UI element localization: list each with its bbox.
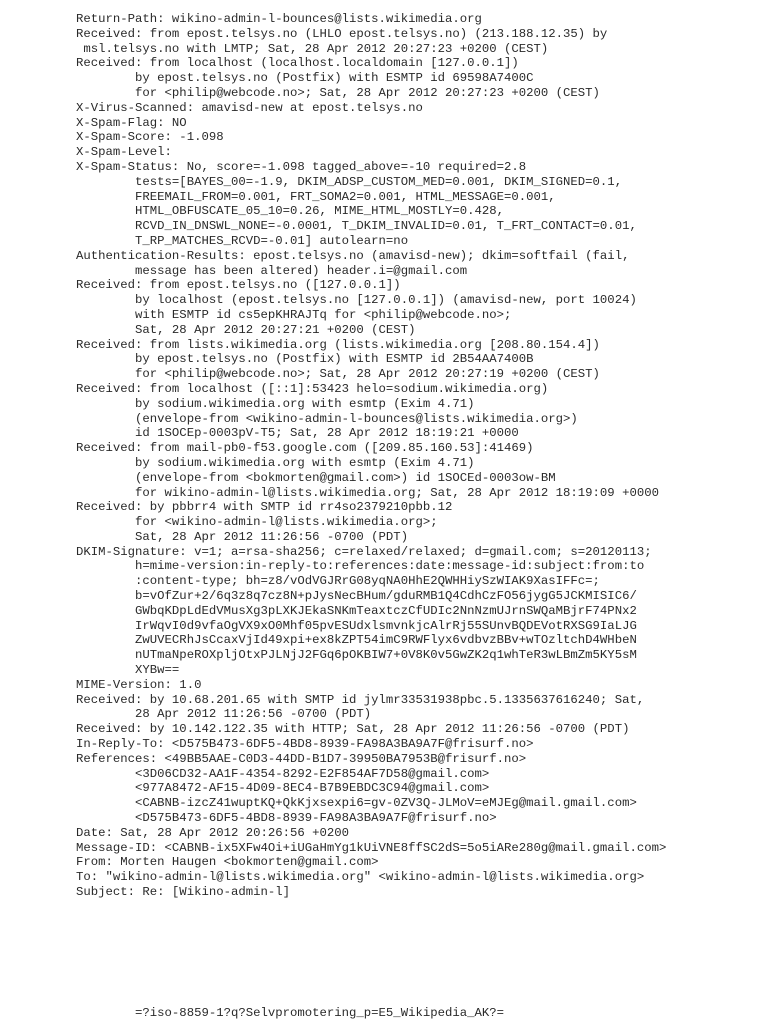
header-line: for <philip@webcode.no>; Sat, 28 Apr 2012 20:27:19 +0200 (CEST) (76, 367, 600, 382)
header-line: X-Virus-Scanned: amavisd-new at epost.telsys.no (76, 100, 423, 115)
header-line: <977A8472-AF15-4D09-8EC4-B7B9EBDC3C94@gmail.com> (76, 781, 490, 796)
header-line: id 1SOCEp-0003pV-T5; Sat, 28 Apr 2012 18:19:21 +0000 (76, 426, 519, 441)
header-line: (envelope-from <bokmorten@gmail.com>) id 1SOCEd-0003ow-BM (76, 470, 556, 485)
header-line: X-Spam-Level: (76, 145, 172, 160)
header-line: Subject: Re: [Wikino-admin-l] (76, 885, 291, 900)
header-line: by epost.telsys.no (Postfix) with ESMTP id 2B54AA7400B (76, 352, 534, 367)
header-line: (envelope-from <wikino-admin-l-bounces@lists.wikimedia.org>) (76, 411, 578, 426)
header-line: for <philip@webcode.no>; Sat, 28 Apr 2012 20:27:23 +0200 (CEST) (76, 85, 600, 100)
header-line: References: <49BB5AAE-C0D3-44DD-B1D7-39950BA7953B@frisurf.no> (76, 751, 527, 766)
header-line: msl.telsys.no with LMTP; Sat, 28 Apr 2012 20:27:23 +0200 (CEST) (76, 41, 549, 56)
header-line: In-Reply-To: <D575B473-6DF5-4BD8-8939-FA98A3BA9A7F@frisurf.no> (76, 737, 534, 752)
header-line: To: "wikino-admin-l@lists.wikimedia.org" <wikino-admin-l@lists.wikimedia.org> (76, 870, 645, 885)
header-line: Received: from lists.wikimedia.org (lists.wikimedia.org [208.80.154.4]) (76, 337, 600, 352)
subject-encoded-line: =?iso-8859-1?q?Selvpromotering_p=E5_Wikipedia_AK?= (76, 1006, 505, 1020)
header-line: for wikino-admin-l@lists.wikimedia.org; Sat, 28 Apr 2012 18:19:09 +0000 (76, 485, 659, 500)
header-line: DKIM-Signature: v=1; a=rsa-sha256; c=relaxed/relaxed; d=gmail.com; s=20120113; (76, 544, 652, 559)
header-line: message has been altered) header.i=@gmail.com (76, 263, 468, 278)
header-line: ZwUVECRhJsCcaxVjId49xpi+ex8kZPT54imC9RWFlyx6vdbvzBBv+wTOzltchD4WHbeN (76, 633, 637, 648)
header-line: <3D06CD32-AA1F-4354-8292-E2F854AF7D58@gmail.com> (76, 766, 490, 781)
header-line: h=mime-version:in-reply-to:references:date:message-id:subject:from:to (76, 559, 645, 574)
header-line: by sodium.wikimedia.org with esmtp (Exim 4.71) (76, 455, 475, 470)
header-line: X-Spam-Score: -1.098 (76, 130, 224, 145)
header-line: Sat, 28 Apr 2012 20:27:21 +0200 (CEST) (76, 322, 416, 337)
header-line: Received: by pbbrr4 with SMTP id rr4so2379210pbb.12 (76, 500, 453, 515)
header-line: 28 Apr 2012 11:26:56 -0700 (PDT) (76, 707, 372, 722)
header-line: Sat, 28 Apr 2012 11:26:56 -0700 (PDT) (76, 529, 409, 544)
header-line: T_RP_MATCHES_RCVD=-0.01] autolearn=no (76, 233, 409, 248)
header-line: GWbqKDpLdEdVMusXg3pLXKJEkaSNKmTeaxtczCfUDIc2NnNzmUJrnSWQaMBjrF74PNx2 (76, 603, 637, 618)
header-line: From: Morten Haugen <bokmorten@gmail.com> (76, 855, 379, 870)
header-line: <D575B473-6DF5-4BD8-8939-FA98A3BA9A7F@frisurf.no> (76, 811, 497, 826)
header-line: Received: from localhost (localhost.localdomain [127.0.0.1]) (76, 56, 519, 71)
header-line: MIME-Version: 1.0 (76, 677, 202, 692)
header-line: Received: from mail-pb0-f53.google.com ([209.85.160.53]:41469) (76, 441, 534, 456)
header-line: Received: by 10.142.122.35 with HTTP; Sat, 28 Apr 2012 11:26:56 -0700 (PDT) (76, 722, 630, 737)
header-line: by localhost (epost.telsys.no [127.0.0.1]) (amavisd-new, port 10024) (76, 293, 637, 308)
header-line: HTML_OBFUSCATE_05_10=0.26, MIME_HTML_MOSTLY=0.428, (76, 204, 505, 219)
header-line: Received: from localhost ([::1]:53423 helo=sodium.wikimedia.org) (76, 381, 549, 396)
header-line: :content-type; bh=z8/vOdVGJRrG08yqNA0HhE2QWHHiySzWIAK9XasIFFc=; (76, 574, 600, 589)
header-line: FREEMAIL_FROM=0.001, FRT_SOMA2=0.001, HTML_MESSAGE=0.001, (76, 189, 556, 204)
header-line: X-Spam-Status: No, score=-1.098 tagged_above=-10 required=2.8 (76, 159, 527, 174)
header-line: by sodium.wikimedia.org with esmtp (Exim 4.71) (76, 396, 475, 411)
header-line: X-Spam-Flag: NO (76, 115, 187, 130)
header-line: XYBw== (76, 663, 180, 678)
header-line: for <wikino-admin-l@lists.wikimedia.org>; (76, 515, 438, 530)
header-line: Received: from epost.telsys.no ([127.0.0.1]) (76, 278, 401, 293)
header-line: Received: from epost.telsys.no (LHLO epost.telsys.no) (213.188.12.35) by (76, 26, 608, 41)
email-headers (76, 12, 766, 900)
header-line: <CABNB-izcZ41wuptKQ+QkKjxsexpi6=gv-0ZV3Q-JLMoV=eMJEg@mail.gmail.com> (76, 796, 637, 811)
header-line: Return-Path: wikino-admin-l-bounces@lists.wikimedia.org (76, 12, 482, 26)
header-line: with ESMTP id cs5epKHRAJTq for <philip@webcode.no>; (76, 307, 512, 322)
header-line: b=vOfZur+2/6q3z8q7cz8N+pJysNecBHum/gduRMB1Q4CdhCzFO56jygG5JCKMISIC6/ (76, 589, 637, 604)
header-line: RCVD_IN_DNSWL_NONE=-0.0001, T_DKIM_INVALID=0.01, T_FRT_CONTACT=0.01, (76, 219, 637, 234)
header-line: Received: by 10.68.201.65 with SMTP id jylmr33531938pbc.5.1335637616240; Sat, (76, 692, 645, 707)
header-line: Authentication-Results: epost.telsys.no (amavisd-new); dkim=softfail (fail, (76, 248, 630, 263)
header-line: by epost.telsys.no (Postfix) with ESMTP id 69598A7400C (76, 71, 534, 86)
header-line: Message-ID: <CABNB-ix5XFw4Oi+iUGaHmYg1kUiVNE8ffSC2dS=5o5iARe280g@mail.gmail.com> (76, 840, 667, 855)
header-line: IrWqvI0d9vfaOgVX9xO0Mhf05pvESUdxlsmvnkjcAlrRj55SUnvBQDEVotRXSG9IaLJG (76, 618, 637, 633)
header-line: Date: Sat, 28 Apr 2012 20:26:56 +0200 (76, 825, 350, 840)
header-line: tests=[BAYES_00=-1.9, DKIM_ADSP_CUSTOM_MED=0.001, DKIM_SIGNED=0.1, (76, 174, 623, 189)
header-line: nUTmaNpeROXpljOtxPJLNjJ2FGq6pOKBIW7+0V8K0v5GwZK2q1whTeR3wLBmZm5KY5sM (76, 648, 637, 663)
